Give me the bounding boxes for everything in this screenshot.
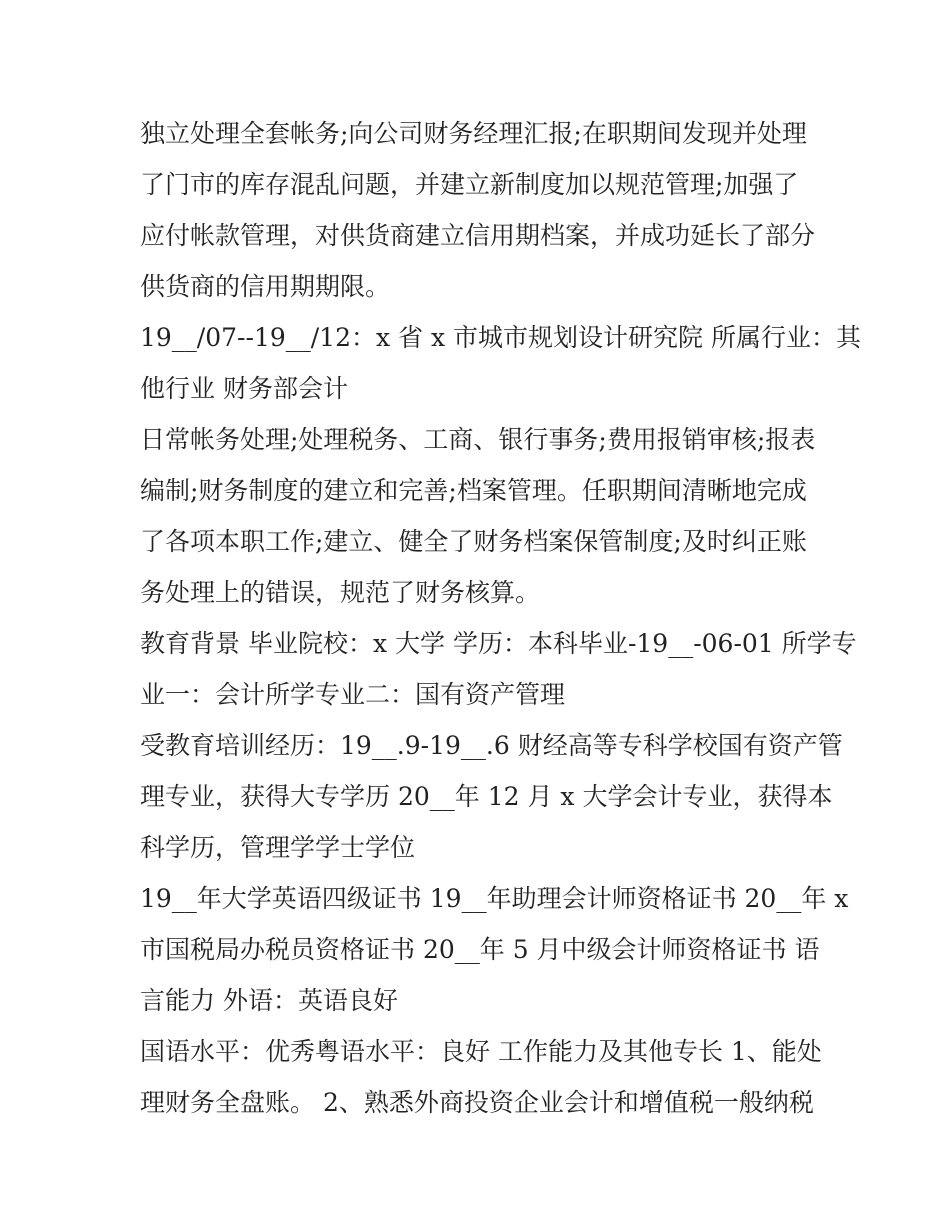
text-line: 19__/07--19__/12：x 省 x 市城市规划设计研究院 所属行业：其 [140, 323, 861, 352]
text-line: 受教育培训经历：19__.9-19__.6 财经高等专科学校国有资产管 [140, 731, 843, 760]
text-line: 了各项本职工作;建立、健全了财务档案保管制度;及时纠正账 [140, 527, 807, 556]
text-line: 市国税局办税员资格证书 20__年 5 月中级会计师资格证书 语 [140, 935, 820, 964]
text-line: 务处理上的错误，规范了财务核算。 [140, 578, 541, 607]
text-line: 言能力 外语：英语良好 [140, 986, 398, 1015]
text-line: 独立处理全套帐务;向公司财务经理汇报;在职期间发现并处理 [140, 119, 807, 148]
text-line: 日常帐务处理;处理税务、工商、银行事务;费用报销审核;报表 [140, 425, 816, 454]
text-line: 供货商的信用期期限。 [140, 272, 391, 301]
text-line: 理专业，获得大专学历 20__年 12 月 x 大学会计专业，获得本 [140, 782, 833, 811]
text-line: 19__年大学英语四级证书 19__年助理会计师资格证书 20__年 x [140, 884, 849, 913]
text-line: 科学历，管理学学士学位 [140, 833, 416, 862]
text-line: 应付帐款管理，对供货商建立信用期档案，并成功延长了部分 [140, 221, 816, 250]
text-line: 编制;财务制度的建立和完善;档案管理。任职期间清晰地完成 [140, 476, 807, 505]
text-line: 理财务全盘账。 2、熟悉外商投资企业会计和增值税一般纳税 [140, 1088, 814, 1117]
text-line: 业一：会计所学专业二：国有资产管理 [140, 680, 566, 709]
text-line: 他行业 财务部会计 [140, 374, 348, 403]
text-line: 了门市的库存混乱问题，并建立新制度加以规范管理;加强了 [140, 170, 799, 199]
text-line: 国语水平：优秀粤语水平：良好 工作能力及其他专长 1、能处 [140, 1037, 822, 1066]
text-line: 教育背景 毕业院校：x 大学 学历：本科毕业-19__-06-01 所学专 [140, 629, 857, 658]
document-body [140, 108, 861, 1128]
